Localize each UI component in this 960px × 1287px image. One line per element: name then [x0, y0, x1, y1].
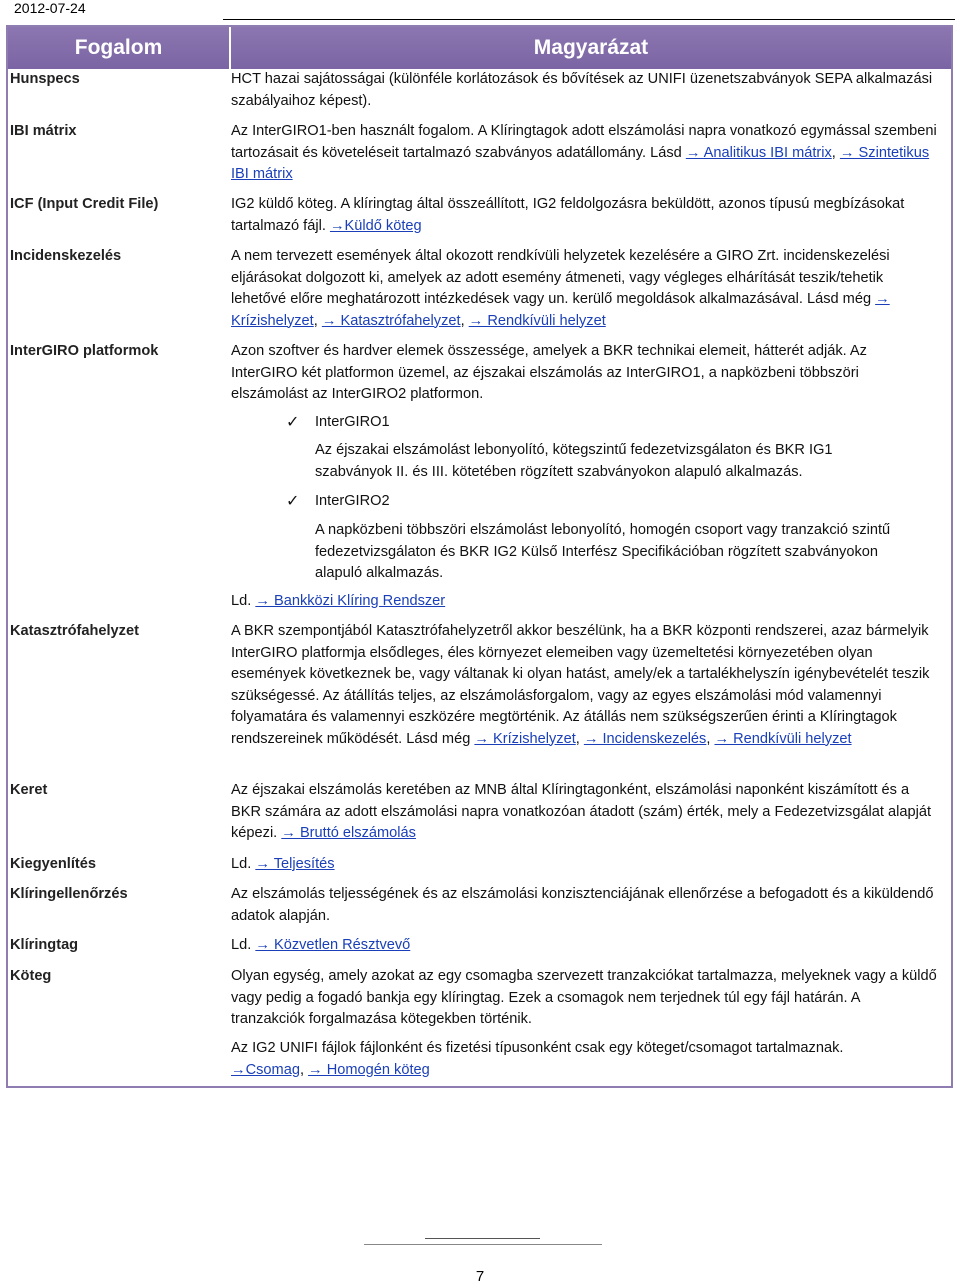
link-rendkivuli-helyzet[interactable]: → Rendkívüli helyzet: [468, 312, 606, 329]
definition-intergiro-platformok: Azon szoftver és hardver elemek összessége, amelyek a BKR technikai elemeit, hátterét adják. Az InterGIRO két platformon üzemel, az éjszakai elszámolás az InterGIRO1, a napközbeni többszöri elszámolást az InterGIRO2 platformon.: [231, 343, 867, 402]
definition-text: IG2 küldő köteg. A klíringtag által összeállított, IG2 feldolgozásra beküldött, azonos típusú megbízásokat tartalmazó fájl.: [231, 196, 905, 234]
definition-text: A BKR szempontjából Katasztrófahelyzetről akkor beszélünk, ha a BKR központi rendszerei, azaz bármelyik InterGIRO platformja elsődleges, éles környezet elemeiben vagy üzemeltetési környezetében olyan események következnek be, vagy váltanak ki olyan hatást, amely/ek a tartalékhelyszín igénybevételét teszik szükségessé. Az átállítás teljes, az elszámolásforgalom, vagy az egyes elszámolási mód valamennyi folyamatára és valamennyi eszközére megtörténik. Az átállás nem szükségszerűen érinti a Klíringtagok rendszereinek működését. Lásd még: [231, 623, 930, 747]
page-number: 7: [475, 1268, 485, 1285]
link-homogen-koteg[interactable]: → Homogén köteg: [308, 1061, 430, 1078]
definition-katasztrofahelyzet: [231, 621, 937, 750]
link-szintetikus-ibi-matrix[interactable]: → Szintetikus IBI mátrix: [231, 144, 930, 182]
definition-icf: [231, 194, 937, 237]
separator: ,: [460, 312, 469, 329]
platform-ig1-text: Az éjszakai elszámolást lebonyolító, kötegszintű fedezetvizsgálaton és BKR IG1 szabványok II. és III. kötetében rögzített szabványokon alapuló alkalmazás.: [315, 442, 833, 480]
term-icf: ICF (Input Credit File): [10, 196, 159, 212]
term-intergiro-platformok: InterGIRO platformok: [10, 343, 159, 359]
term-katasztrofahelyzet: Katasztrófahelyzet: [10, 623, 139, 639]
checkmark-icon: ✓: [286, 493, 300, 510]
link-incidenskezeles[interactable]: → Incidenskezelés: [583, 730, 707, 747]
separator: ,: [575, 730, 584, 747]
header-rule: [223, 19, 955, 20]
definition-kliringtag: [231, 935, 937, 957]
separator: ,: [313, 312, 322, 329]
link-kuldo-koteg[interactable]: →Küldő köteg: [329, 217, 422, 234]
term-hunspecs: Hunspecs: [10, 71, 80, 87]
separator: ,: [299, 1061, 309, 1078]
link-katasztrofahelyzet[interactable]: → Katasztrófahelyzet: [321, 312, 461, 329]
link-kozvetlen-resztvevo[interactable]: → Közvetlen Résztvevő: [255, 937, 411, 953]
checkmark-icon: ✓: [286, 414, 300, 431]
definition-incidenskezeles: [231, 246, 937, 332]
term-ibi-matrix: IBI mátrix: [10, 123, 77, 139]
link-teljesites[interactable]: → Teljesítés: [255, 856, 335, 872]
definition-text: Az InterGIRO1-ben használt fogalom. A Klíringtagok adott elszámolási napra vonatkozó egymással szembeni tartozásait és követeléseit tartalmazó szabványos adatállomány. Lásd: [231, 123, 937, 161]
platform-see-also: [231, 591, 937, 613]
definition-keret: [231, 780, 937, 845]
definition-text: A nem tervezett események által okozott rendkívüli helyzetek kezelésére a GIRO Zrt. incidenskezelési eljárásokat dolgozott ki, amelyek az adott esemény átmeneti, vagy végleges elhárítását teszik/tehetik lehetővé előre meghatározott intézkedések vagy un. kerülő megoldások alkalmazásával. Lásd még: [231, 248, 890, 307]
link-csomag[interactable]: →Csomag: [231, 1061, 300, 1078]
separator: ,: [831, 144, 840, 161]
term-kiegyenlites: Kiegyenlítés: [10, 856, 96, 872]
link-krizishelyzet[interactable]: → Krízishelyzet: [474, 730, 576, 747]
document-date: 2012-07-24: [14, 0, 86, 16]
footer-rule: [364, 1244, 602, 1245]
definition-kliringellenorzes: Az elszámolás teljességének és az elszámolási konzisztenciájának ellenőrzése a befogadott és a kiküldendő adatok alapján.: [231, 886, 934, 924]
term-incidenskezeles: Incidenskezelés: [10, 248, 122, 264]
definition-koteg-extra: [231, 1038, 937, 1081]
platform-ig2-title: InterGIRO2: [315, 493, 390, 509]
link-analitikus-ibi-matrix[interactable]: → Analitikus IBI mátrix: [685, 144, 832, 161]
see-label: Ld.: [231, 856, 256, 872]
definition-kiegyenlites: [231, 854, 937, 876]
link-krizishelyzet[interactable]: → Krízishelyzet: [231, 291, 890, 329]
definition-hunspecs: HCT hazai sajátosságai (különféle korlátozások és bővítések az UNIFI üzenetszabványok SEPA alkalmazási szabályaihoz képest).: [231, 71, 933, 109]
platform-ig1-title: InterGIRO1: [315, 414, 390, 430]
link-rendkivuli-helyzet[interactable]: → Rendkívüli helyzet: [714, 730, 852, 747]
platform-ig2-text: A napközbeni többszöri elszámolást lebonyolító, homogén csoport vagy tranzakció szintű fedezetvizsgálaton és BKR IG2 Külső Interfész Specifikációban rögzített szabványokon alapuló alkalmazás.: [315, 522, 891, 581]
column-header-term: Fogalom: [8, 27, 229, 69]
term-kliringtag: Klíringtag: [10, 937, 79, 953]
footer-rule-short: [425, 1238, 540, 1239]
definition-koteg: Olyan egység, amely azokat az egy csomagba szervezett tranzakciókat tartalmazza, melyeknek vagy a küldő vagy pedig a fogadó bankja egy klíringtag. Ezek a csomagok nem terjednek túl egy fájl határán. A tranzakciók forgalmazása kötegekben történik.: [231, 968, 937, 1027]
term-koteg: Köteg: [10, 968, 52, 984]
see-label: Ld.: [231, 937, 256, 953]
term-keret: Keret: [10, 782, 48, 798]
term-kliringellenorzes: Klíringellenőrzés: [10, 886, 128, 902]
see-label: Ld.: [231, 593, 256, 609]
definition-text: Az IG2 UNIFI fájlok fájlonként és fizetési típusonként csak egy köteget/csomagot tartalmaznak.: [231, 1040, 844, 1056]
definition-text: Az éjszakai elszámolás keretében az MNB által Klíringtagonként, elszámolási naponként kiszámított és a BKR számára az adott elszámolási napra vonatkozóan átadott (szám) érték, mely a Fedezetvizsgálat alapját képezi.: [231, 782, 932, 841]
definition-ibi-matrix: [231, 121, 937, 186]
column-header-definition: Magyarázat: [231, 27, 951, 69]
link-bankkozi-kliring-rendszer[interactable]: → Bankközi Klíring Rendszer: [255, 593, 446, 609]
link-brutto-elszamolas[interactable]: → Bruttó elszámolás: [281, 825, 416, 841]
separator: ,: [706, 730, 715, 747]
